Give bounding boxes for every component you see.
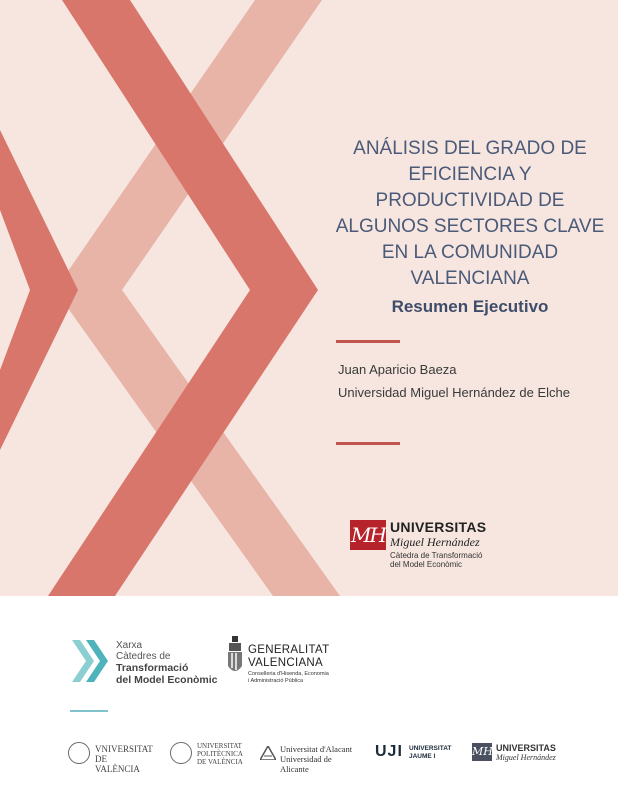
xarxa-line-1: Xarxa: [116, 640, 143, 651]
upv-seal-icon: [170, 742, 192, 764]
footer-divider: [70, 710, 108, 712]
title-line: ANÁLISIS DEL GRADO DE: [353, 138, 587, 159]
ua-line-2: Universidad de Alicante: [280, 754, 332, 774]
xarxa-line-3: Transformació: [116, 662, 189, 674]
umh-chair-line-1: Càtedra de Transformació: [390, 551, 483, 560]
band-dark-2: [0, 130, 78, 450]
ua-emblem-icon: [260, 746, 276, 760]
uv-line-2: DE VALÈNCIA: [95, 754, 140, 774]
generalitat-shield-icon: [226, 636, 244, 678]
umh-mark-icon: MH: [350, 520, 386, 550]
xarxa-logo: [70, 638, 220, 688]
uv-seal-icon: [68, 742, 90, 764]
gva-line-3: Conselleria d'Hisenda, Economia: [248, 671, 329, 677]
author-name: Juan Aparicio Baeza: [338, 362, 457, 377]
title-line: ALGUNOS SECTORES CLAVE: [335, 216, 605, 237]
divider-bottom: [336, 442, 400, 445]
umh-chair-logo: [350, 518, 510, 572]
uji-line-1: UNIVERSITAT: [409, 745, 452, 752]
title-line: EN LA COMUNIDAD: [381, 242, 559, 263]
title-line: EFICIENCIA Y: [408, 164, 532, 185]
uv-line-1: VNIVERSITAT: [95, 744, 153, 754]
upv-line-2: POLITÈCNICA: [197, 750, 243, 758]
uji-logo: [375, 740, 455, 768]
umh-name: UNIVERSITAS: [390, 519, 487, 535]
uji-line-2: JAUME I: [409, 753, 436, 760]
xarxa-line-2: Càtedres de: [116, 651, 171, 662]
upv-logo: [170, 740, 250, 768]
gva-line-4: i Administració Pública: [248, 678, 304, 684]
divider-top: [336, 340, 400, 343]
ua-line-1: Universitat d'Alacant: [280, 744, 353, 754]
umh-footer-mark-icon: MH: [472, 743, 492, 761]
xarxa-x-icon: [70, 638, 110, 684]
upv-line-3: DE VALÈNCIA: [197, 758, 243, 766]
gva-line-2: VALENCIANA: [248, 657, 324, 669]
author-affiliation: Universidad Miguel Hernández de Elche: [338, 385, 570, 400]
gva-line-1: GENERALITAT: [248, 644, 330, 656]
umh-footer-line-2: Miguel Hernández: [496, 753, 556, 762]
xarxa-line-4: del Model Econòmic: [116, 674, 218, 686]
umh-name-2: Miguel Hernández: [390, 535, 480, 549]
title-line: VALENCIANA: [410, 268, 530, 289]
uv-logo: [68, 740, 153, 774]
title-line: PRODUCTIVIDAD DE: [375, 190, 565, 211]
umh-footer-logo: [472, 740, 562, 768]
umh-footer-line-1: UNIVERSITAS: [496, 743, 556, 753]
document-title: [330, 136, 610, 292]
ua-logo: [260, 740, 360, 774]
upv-line-1: UNIVERSITAT: [197, 742, 242, 750]
umh-chair-line-2: del Model Econòmic: [390, 560, 463, 569]
generalitat-logo: [226, 636, 356, 686]
uji-mark: UJI: [375, 743, 403, 760]
document-subtitle: Resumen Ejecutivo: [391, 297, 549, 316]
